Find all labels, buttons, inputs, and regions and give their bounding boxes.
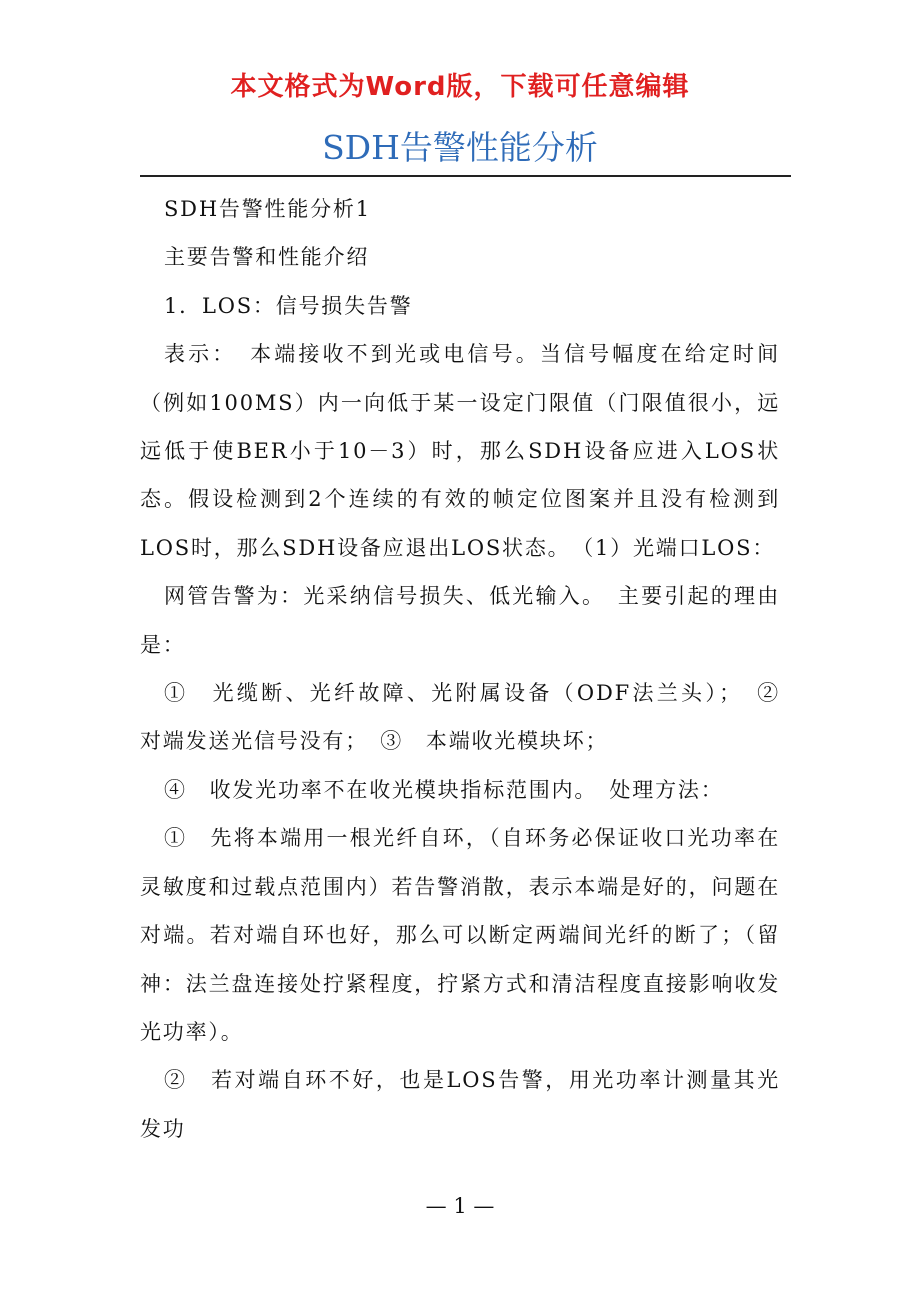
paragraph-los-heading: 1．LOS：信号损失告警 — [164, 293, 413, 318]
paragraph-alarm-cause: 网管告警为：光采纳信号损失、低光输入。 主要引起的理由是： — [140, 584, 780, 657]
paragraph-method-1: ① 先将本端用一根光纤自环，（自环务必保证收口光功率在灵敏度和过载点范围内）若告警消散，表示本端是好的，问题在对端。若对端自环也好，那么可以断定两端间光纤的断了；（留神：法兰盘连接处拧紧程度，拧紧方式和清洁程度直接影响收发光功率）。 — [140, 826, 780, 1044]
document-body — [140, 185, 803, 1153]
download-banner: 本文格式为Word版，下载可任意编辑 — [230, 72, 690, 102]
paragraph-method-2: ② 若对端自环不好，也是LOS告警，用光功率计测量其光发功 — [140, 1068, 780, 1141]
page-number: — 1 — — [425, 1194, 495, 1218]
paragraph-subheading: 主要告警和性能介绍 — [164, 245, 370, 270]
paragraph-causes-list: ① 光缆断、光纤故障、光附属设备（ODF法兰头）； ② 对端发送光信号没有； ③ 本端收光模块坏； — [140, 681, 803, 754]
title-divider — [140, 175, 791, 177]
paragraph-los-definition: 表示： 本端接收不到光或电信号。当信号幅度在给定时间（例如100MS）内一向低于某一设定门限值（门限值很小，远远低于使BER小于10－3）时，那么SDH设备应进入LOS状态。假设检测到2个连续的有效的帧定位图案并且没有检测到LOS时，那么SDH设备应退出LOS状态。 （1）光端口LOS： — [140, 342, 780, 560]
paragraph-cause-4: ④ 收发光功率不在收光模块指标范围内。 处理方法： — [164, 777, 724, 802]
document-title: SDH告警性能分析 — [322, 128, 598, 167]
paragraph-heading: SDH告警性能分析1 — [164, 197, 371, 221]
